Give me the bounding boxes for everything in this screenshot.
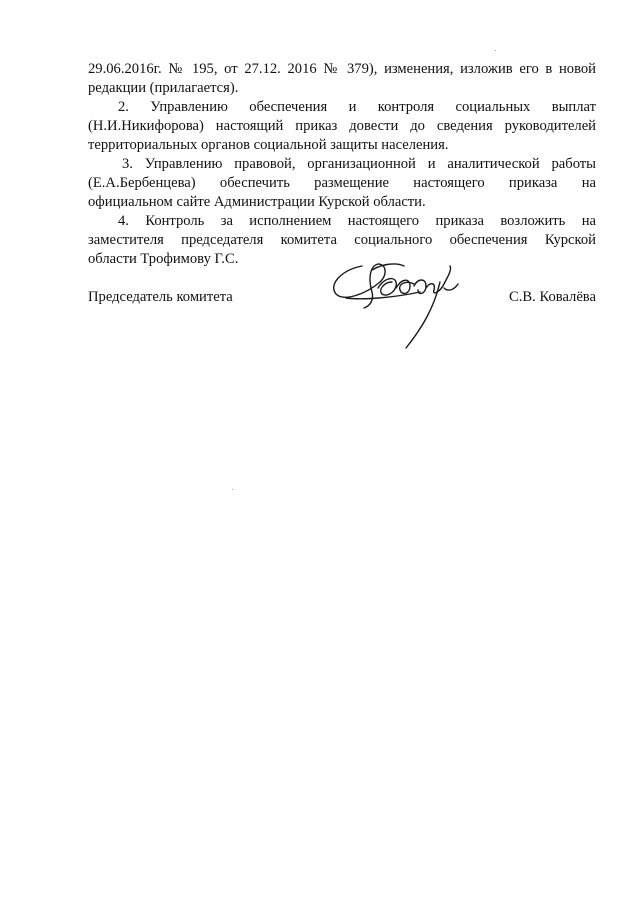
paragraph-line: редакции (прилагается). [88, 80, 239, 96]
signatory-title: Председатель комитета [88, 289, 233, 305]
paragraph-line: (Н.И.Никифорова) настоящий приказ довести до сведения руководителей [88, 118, 596, 134]
paragraph-line: области Трофимову Г.С. [88, 251, 239, 267]
paragraph-2 [88, 98, 596, 155]
paragraph-line: территориальных органов социальной защиты населения. [88, 137, 449, 153]
paragraph-line: 3. Управлению правовой, организационной и аналитической работы [122, 156, 596, 172]
scan-speck [232, 489, 233, 490]
paragraph-1 [88, 60, 596, 98]
paragraph-3 [88, 155, 596, 212]
paragraph-line: (Е.А.Бербенцева) обеспечить размещение настоящего приказа на [88, 175, 596, 191]
paragraph-line: 2. Управлению обеспечения и контроля социальных выплат [118, 99, 596, 115]
paragraph-line: 29.06.2016г. № 195, от 27.12. 2016 № 379), изменения, изложив его в новой [88, 61, 596, 77]
paragraph-line: 4. Контроль за исполнением настоящего приказа возложить на [118, 213, 596, 229]
document-body [88, 60, 596, 269]
signatory-name: С.В. Ковалёва [509, 289, 596, 305]
scan-speck [495, 50, 496, 51]
paragraph-line: заместителя председателя комитета социального обеспечения Курской [88, 232, 596, 248]
paragraph-line: официальном сайте Администрации Курской области. [88, 194, 426, 210]
handwritten-signature [322, 248, 472, 358]
